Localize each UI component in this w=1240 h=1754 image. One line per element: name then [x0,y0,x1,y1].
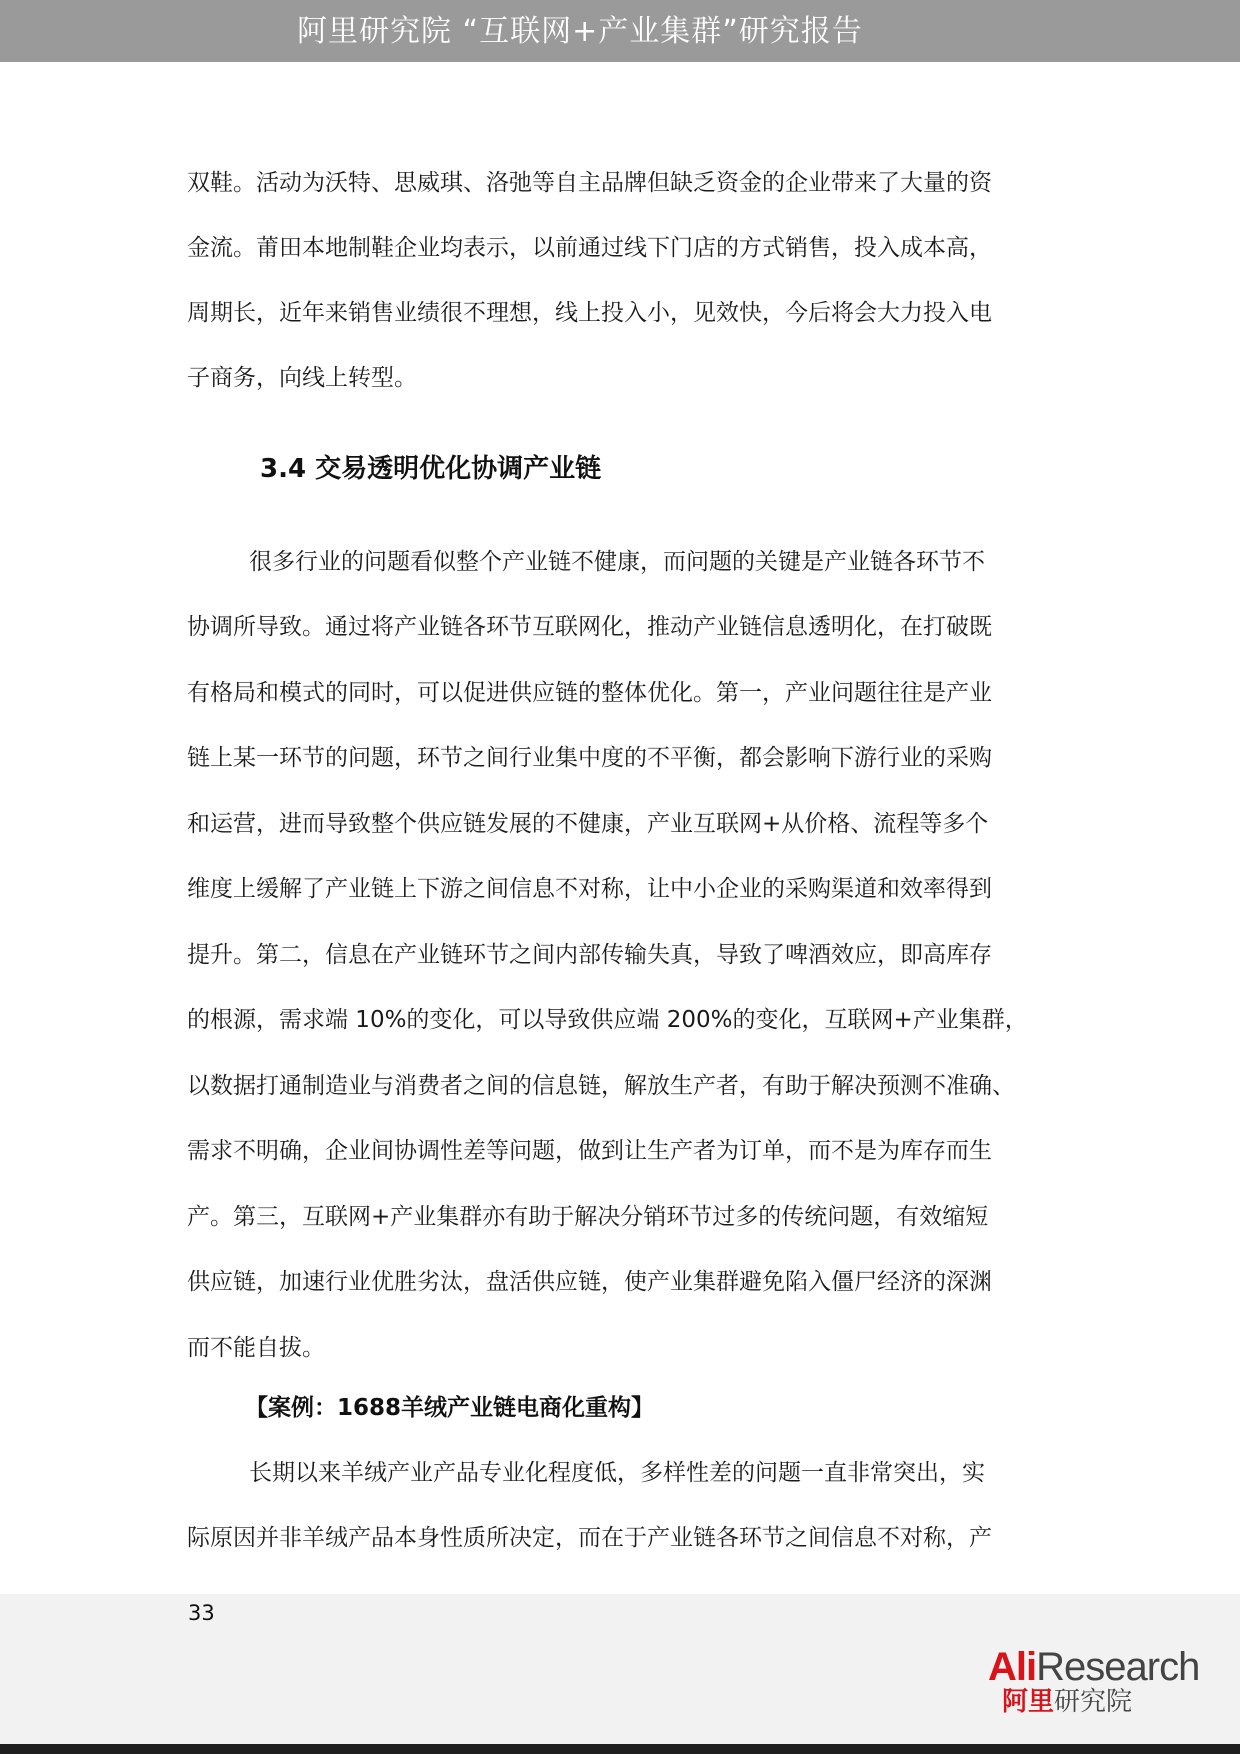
paragraph-line: 供应链，加速行业优胜劣汰，盘活供应链，使产业集群避免陷入僵尸经济的深渊 [187,1269,992,1295]
paragraph-line: 需求不明确，企业间协调性差等问题，做到让生产者为订单，而不是为库存而生 [187,1138,992,1164]
paragraph-line: 而不能自拔。 [187,1335,325,1361]
paragraph-line: 金流。莆田本地制鞋企业均表示，以前通过线下门店的方式销售，投入成本高， [187,235,992,261]
logo-ali-text: Ali [988,1645,1037,1689]
paragraph-line: 周期长，近年来销售业绩很不理想，线上投入小，见效快，今后将会大力投入电 [187,300,992,326]
case-title: 【案例：1688羊绒产业链电商化重构】 [245,1395,655,1421]
paragraph-line: 长期以来羊绒产业产品专业化程度低，多样性差的问题一直非常突出，实 [249,1460,985,1486]
page-number: 33 [188,1601,215,1625]
paragraph-line: 有格局和模式的同时，可以促进供应链的整体优化。第一，产业问题往往是产业 [187,680,992,706]
paragraph-line: 协调所导致。通过将产业链各环节互联网化，推动产业链信息透明化，在打破既 [187,614,992,640]
paragraph-line: 子商务，向线上转型。 [187,365,417,391]
paragraph-line: 际原因并非羊绒产品本身性质所决定，而在于产业链各环节之间信息不对称，产 [187,1525,992,1551]
logo-cn-ali: 阿里 [1002,1687,1055,1717]
paragraph-line: 链上某一环节的问题，环节之间行业集中度的不平衡，都会影响下游行业的采购 [187,745,992,771]
header-band [0,0,1240,62]
section-heading: 3.4 交易透明优化协调产业链 [260,454,602,484]
paragraph-line: 以数据打通制造业与消费者之间的信息链，解放生产者，有助于解决预测不准确、 [187,1073,1015,1099]
header-title: 阿里研究院 “互联网+产业集群”研究报告 [297,14,863,49]
paragraph-line: 和运营，进而导致整个供应链发展的不健康，产业互联网+从价格、流程等多个 [187,811,989,837]
logo-chinese [1002,1687,1132,1717]
paragraph-line: 提升。第二，信息在产业链环节之间内部传输失真，导致了啤酒效应，即高库存 [187,942,992,968]
logo-research-text: Research [1036,1645,1200,1689]
paragraph-line: 的根源，需求端 10%的变化，可以导致供应端 200%的变化，互联网+产业集群， [187,1007,1028,1033]
paragraph-line: 维度上缓解了产业链上下游之间信息不对称，让中小企业的采购渠道和效率得到 [187,876,992,902]
paragraph-line: 双鞋。活动为沃特、思威琪、洛弛等自主品牌但缺乏资金的企业带来了大量的资 [187,170,992,196]
paragraph-line: 产。第三，互联网+产业集群亦有助于解决分销环节过多的传统问题，有效缩短 [187,1204,989,1230]
paragraph-line: 很多行业的问题看似整个产业链不健康，而问题的关键是产业链各环节不 [249,549,985,575]
aliresearch-logo [988,1645,1218,1725]
logo-english [988,1645,1199,1689]
logo-cn-institute: 研究院 [1054,1687,1133,1717]
bottom-bar [0,1744,1240,1754]
